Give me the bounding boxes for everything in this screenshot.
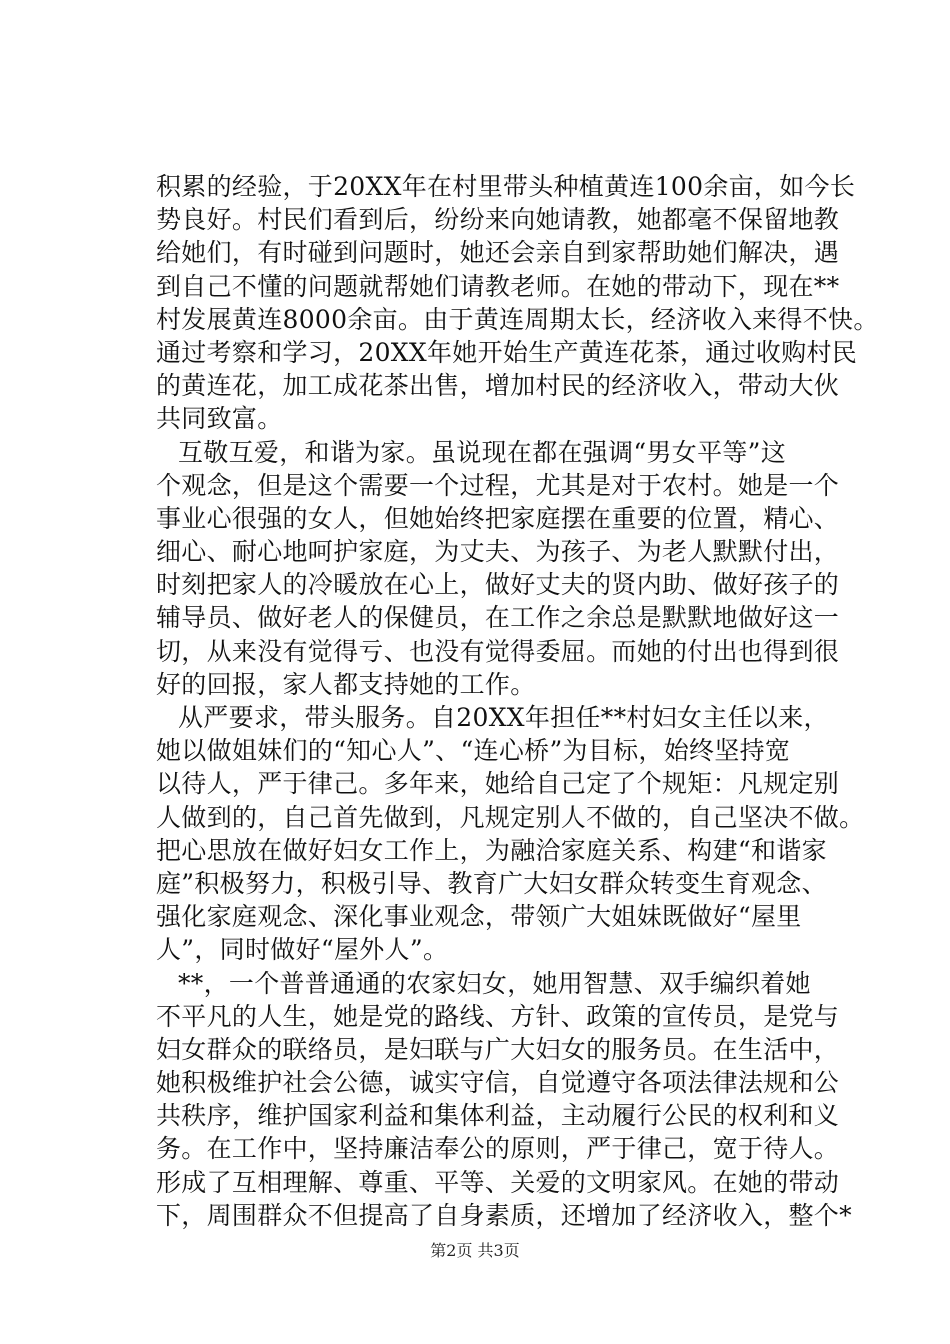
text-line: 村发展黄连8000余亩。由于黄连周期太长，经济收入来得不快。 (156, 304, 879, 334)
text-line: 强化家庭观念、深化事业观念，带领广大姐妹既做好“屋里 (156, 902, 802, 932)
text-line: 个观念，但是这个需要一个过程，尤其是对于农村。她是一个 (156, 470, 840, 500)
document-body (156, 170, 879, 1232)
text-line: 切，从来没有觉得亏、也没有觉得委屈。而她的付出也得到很 (156, 636, 840, 666)
text-line: 不平凡的人生，她是党的路线、方针、政策的宣传员，是党与 (156, 1001, 840, 1031)
text-line: 共同致富。 (156, 404, 283, 434)
paragraph-start-line: 从严要求，带头服务。自20XX年担任**村妇女主任以来， (178, 703, 829, 732)
text-line: 辅导员、做好老人的保健员，在工作之余总是默默地做好这一 (156, 603, 840, 633)
text-line: 把心思放在做好妇女工作上，为融洽家庭关系、构建“和谐家 (156, 835, 827, 865)
text-line: 积累的经验，于20XX年在村里带头种植黄连100余亩，如今长 (156, 172, 856, 201)
text-line: 细心、耐心地呵护家庭，为丈夫、为孩子、为老人默默付出， (156, 537, 840, 567)
paragraph-start-line: 互敬互爱，和谐为家。虽说现在都在强调“男女平等”这 (178, 437, 787, 467)
text-line: 势良好。村民们看到后，纷纷来向她请教，她都毫不保留地教 (156, 205, 840, 235)
paragraph-start-line: **，一个普普通通的农家妇女，她用智慧、双手编织着她 (178, 968, 811, 998)
text-line: 人做到的，自己首先做到，凡规定别人不做的，自己坚决不做。 (156, 802, 865, 832)
text-line: 庭”积极努力，积极引导、教育广大妇女群众转变生育观念、 (156, 868, 827, 898)
text-line: 事业心很强的女人，但她始终把家庭摆在重要的位置，精心、 (156, 503, 840, 533)
text-line: 通过考察和学习，20XX年她开始生产黄连花茶，通过收购村民 (156, 337, 858, 367)
text-line: 的黄连花，加工成花茶出售，增加村民的经济收入，带动大伙 (156, 371, 840, 401)
text-line: 共秩序，维护国家利益和集体利益，主动履行公民的权利和义 (156, 1101, 840, 1131)
text-line: 她以做姐妹们的“知心人”、“连心桥”为目标，始终坚持宽 (156, 736, 791, 766)
text-line: 务。在工作中，坚持廉洁奉公的原则，严于律己，宽于待人。 (156, 1134, 840, 1164)
page-number-footer: 第2页 共3页 (430, 1241, 520, 1260)
text-line: 以待人，严于律己。多年来，她给自己定了个规矩：凡规定别 (156, 769, 840, 799)
text-line: 时刻把家人的冷暖放在心上，做好丈夫的贤内助、做好孩子的 (156, 570, 840, 600)
text-line: 好的回报，家人都支持她的工作。 (156, 669, 536, 699)
text-line: 人”，同时做好“屋外人”。 (156, 935, 449, 965)
text-line: 到自己不懂的问题就帮她们请教老师。在她的带动下，现在** (156, 271, 840, 301)
text-line: 形成了互相理解、尊重、平等、关爱的文明家风。在她的带动 (156, 1167, 840, 1197)
text-line: 给她们，有时碰到问题时，她还会亲自到家帮助她们解决，遇 (156, 238, 840, 268)
text-line: 下，周围群众不但提高了自身素质，还增加了经济收入，整个* (156, 1200, 852, 1230)
text-line: 妇女群众的联络员，是妇联与广大妇女的服务员。在生活中， (156, 1034, 840, 1064)
text-line: 她积极维护社会公德，诚实守信，自觉遵守各项法律法规和公 (156, 1068, 840, 1098)
